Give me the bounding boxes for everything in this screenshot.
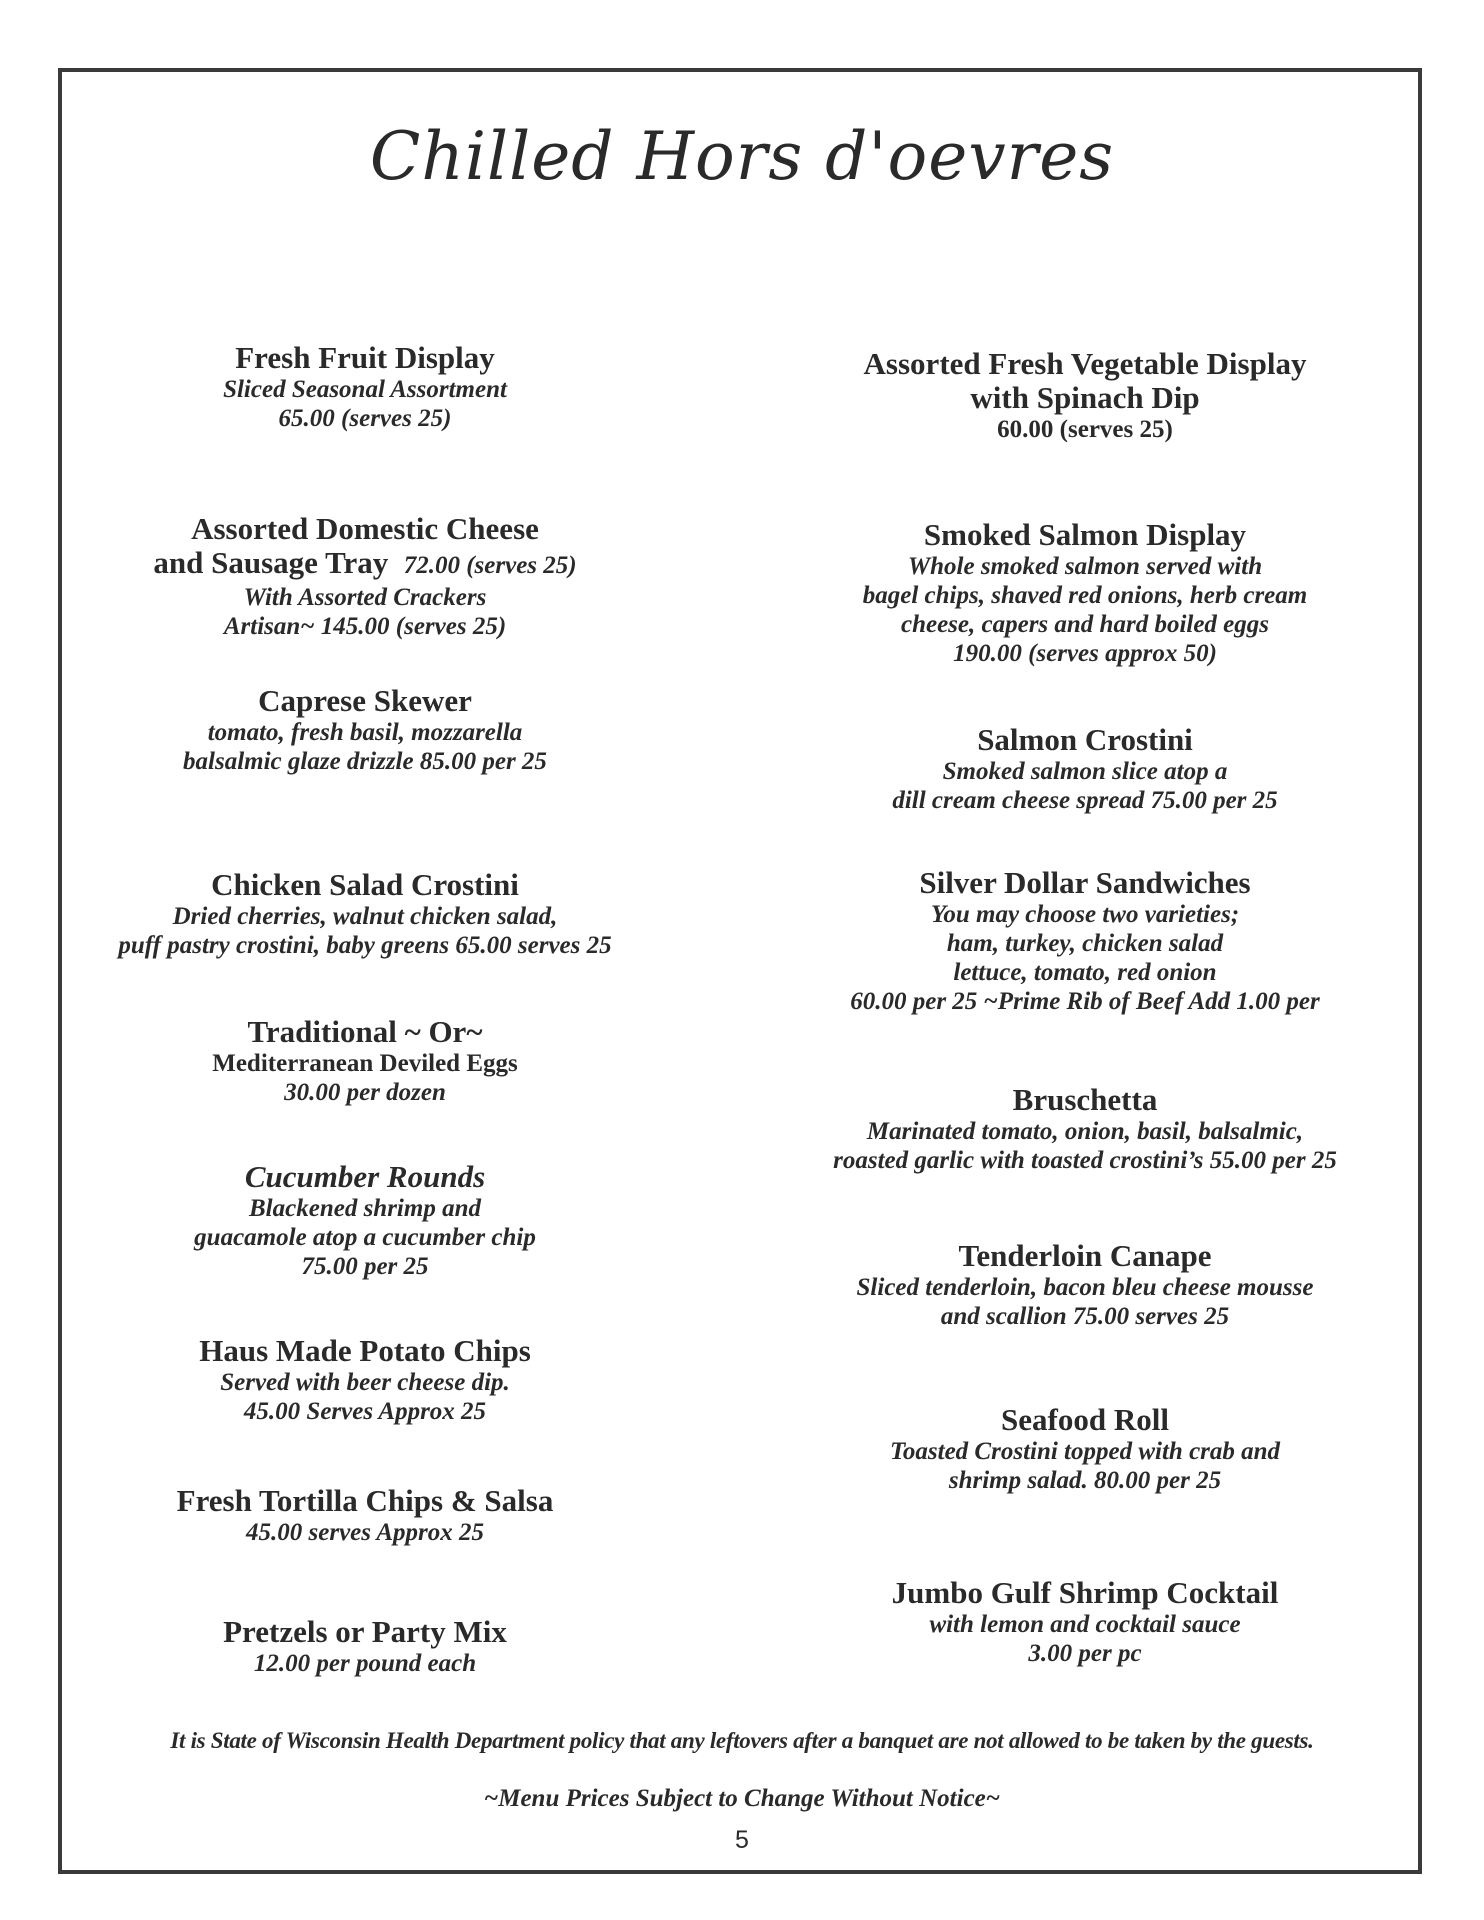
item-description: Marinated tomato, onion, basil, balsalmic, [866, 1118, 1304, 1145]
item-name: Cucumber Rounds [244, 1159, 486, 1194]
menu-item-deviled-eggs [70, 1015, 660, 1107]
item-description-3: lettuce, tomato, red onion [953, 959, 1217, 986]
item-price: 60.00 (serves 25) [997, 416, 1173, 443]
menu-item-potato-chips [70, 1334, 660, 1426]
item-description: Blackened shrimp and [249, 1195, 481, 1222]
menu-item-smoked-salmon [760, 518, 1410, 668]
item-price: puff pastry crostini, baby greens 65.00 serves 25 [118, 932, 612, 959]
item-price: 12.00 per pound each [253, 1650, 477, 1677]
item-name-line2: with Spinach Dip [970, 380, 1200, 415]
item-name: Assorted Domestic Cheese [191, 511, 539, 546]
item-name: Seafood Roll [1001, 1402, 1169, 1437]
item-description: You may choose two varieties; [930, 901, 1240, 928]
item-description: Dried cherries, walnut chicken salad, [172, 903, 558, 930]
item-description: with lemon and cocktail sauce [929, 1611, 1241, 1638]
item-name: Jumbo Gulf Shrimp Cocktail [891, 1575, 1279, 1610]
health-policy-note: It is State of Wisconsin Health Department policy that any leftovers after a banquet are not allowed to be taken by the guests. [170, 1728, 1314, 1753]
item-price: 45.00 Serves Approx 25 [243, 1398, 487, 1425]
item-description: Sliced tenderloin, bacon bleu cheese mousse [856, 1274, 1314, 1301]
item-price-artisan: Artisan~ 145.00 (serves 25) [223, 613, 507, 640]
menu-item-fresh-fruit [70, 341, 660, 433]
item-description: tomato, fresh basil, mozzarella [207, 719, 523, 746]
item-description-3: cheese, capers and hard boiled eggs [900, 611, 1270, 638]
item-description-2: ham, turkey, chicken salad [946, 930, 1224, 957]
item-price: 60.00 per 25 ~Prime Rib of Beef Add 1.00 per [850, 988, 1320, 1015]
item-name: Pretzels or Party Mix [223, 1614, 507, 1649]
item-name: Smoked Salmon Display [923, 517, 1247, 552]
item-name: Salmon Crostini [977, 722, 1193, 757]
menu-item-tenderloin-canape [760, 1239, 1410, 1331]
menu-item-shrimp-cocktail [760, 1576, 1410, 1668]
menu-item-caprese-skewer [70, 684, 660, 776]
item-name: Silver Dollar Sandwiches [919, 865, 1251, 900]
menu-item-silver-dollar-sandwiches [760, 866, 1410, 1016]
item-name: Haus Made Potato Chips [199, 1333, 531, 1368]
menu-item-vegetable-display [760, 347, 1410, 444]
menu-item-cucumber-rounds [70, 1160, 660, 1281]
menu-item-chicken-salad-crostini [70, 868, 660, 960]
menu-item-seafood-roll [760, 1403, 1410, 1495]
item-price: 45.00 serves Approx 25 [246, 1519, 484, 1546]
item-description: Toasted Crostini topped with crab and [889, 1438, 1281, 1465]
item-price: 190.00 (serves approx 50) [953, 640, 1217, 667]
item-price: 65.00 (serves 25) [278, 405, 452, 432]
item-description: Mediterranean Deviled Eggs [212, 1050, 518, 1077]
item-description: Whole smoked salmon served with [907, 553, 1263, 580]
item-price: and scallion 75.00 serves 25 [940, 1303, 1230, 1330]
item-description: With Assorted Crackers [243, 584, 487, 611]
item-name: Tenderloin Canape [958, 1238, 1212, 1273]
menu-item-bruschetta [760, 1083, 1410, 1175]
item-price: dill cream cheese spread 75.00 per 25 [892, 787, 1278, 814]
item-description-2: bagel chips, shaved red onions, herb cream [862, 582, 1308, 609]
item-name: Bruschetta [1012, 1082, 1158, 1117]
item-name: Traditional ~ Or~ [247, 1014, 483, 1049]
item-description-2: guacamole atop a cucumber chip [194, 1224, 536, 1251]
item-price: shrimp salad. 80.00 per 25 [948, 1467, 1222, 1494]
menu-item-tortilla-chips [70, 1484, 660, 1547]
page-title: Chilled Hors d'oevres [369, 118, 1115, 195]
item-name-line2: and Sausage Tray 72.00 (serves 25) [153, 545, 577, 580]
menu-item-pretzels [70, 1615, 660, 1678]
item-description: Served with beer cheese dip. [220, 1369, 510, 1396]
item-price: balsalmic glaze drizzle 85.00 per 25 [183, 748, 547, 775]
item-name: Fresh Tortilla Chips & Salsa [176, 1483, 554, 1518]
menu-item-salmon-crostini [760, 723, 1410, 815]
price-change-notice: ~Menu Prices Subject to Change Without Notice~ [483, 1785, 1001, 1812]
item-name: Fresh Fruit Display [235, 340, 495, 375]
item-name: Chicken Salad Crostini [211, 867, 519, 902]
item-price: 72.00 (serves 25) [403, 552, 577, 579]
menu-item-cheese-tray [70, 512, 660, 641]
item-price: roasted garlic with toasted crostini’s 55.00 per 25 [833, 1147, 1337, 1174]
item-description: Sliced Seasonal Assortment [223, 376, 507, 403]
item-description: Smoked salmon slice atop a [942, 758, 1228, 785]
item-price: 3.00 per pc [1028, 1640, 1142, 1667]
item-price: 75.00 per 25 [301, 1253, 429, 1280]
item-price: 30.00 per dozen [284, 1079, 446, 1106]
page-number: 5 [735, 1826, 749, 1854]
item-name: Caprese Skewer [258, 683, 472, 718]
item-name: Assorted Fresh Vegetable Display [863, 346, 1307, 381]
